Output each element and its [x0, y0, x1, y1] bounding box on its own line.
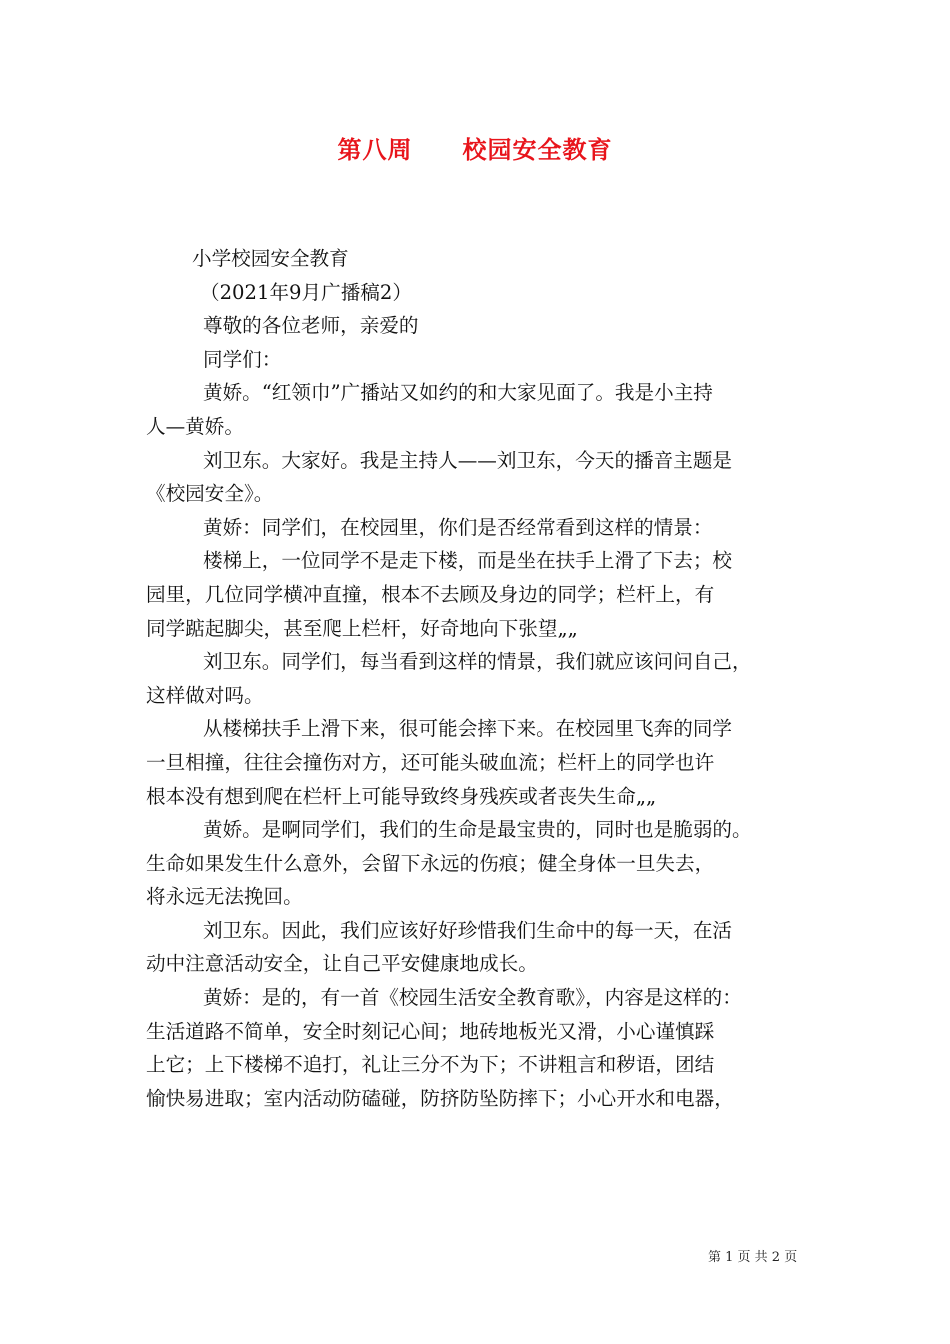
text-line: 将永远无法挽回。: [146, 885, 303, 909]
text-line: 园里，几位同学横冲直撞，根本不去顾及身边的同学；栏杆上，有: [146, 582, 715, 606]
text-line: 愉快易进取；室内活动防磕碰，防挤防坠防摔下；小心开水和电器，: [146, 1086, 734, 1110]
text-line: 《校园安全》。: [146, 482, 274, 506]
text-line: 动中注意活动安全，让自己平安健康地成长。: [146, 952, 538, 976]
text-line: 同学踮起脚尖，甚至爬上栏杆，好奇地向下张望„„: [146, 616, 578, 640]
text-line: 人—黄娇。: [146, 414, 244, 438]
text-line: 根本没有想到爬在栏杆上可能导致终身残疾或者丧失生命„„: [146, 784, 657, 808]
text-line: 刘卫东。同学们，每当看到这样的情景，我们就应该问问自己，: [203, 650, 752, 674]
page-number-footer: 第 1 页 共 2 页: [708, 1250, 798, 1265]
text-line: 黄娇。“红领巾”广播站又如约的和大家见面了。我是小主持: [203, 381, 713, 405]
text-line: 黄娇：同学们，在校园里，你们是否经常看到这样的情景：: [203, 515, 713, 539]
text-line: 尊敬的各位老师，亲爱的: [203, 314, 419, 338]
text-line: 同学们：: [203, 347, 282, 371]
text-line: 黄娇。是啊同学们，我们的生命是最宝贵的，同时也是脆弱的。: [203, 818, 752, 842]
text-line: 生活道路不简单，安全时刻记心间；地砖地板光又滑，小心谨慎踩: [146, 1019, 715, 1043]
text-line: 刘卫东。因此，我们应该好好珍惜我们生命中的每一天，在活: [203, 918, 733, 942]
text-line: 从楼梯扶手上滑下来，很可能会摔下来。在校园里飞奔的同学: [203, 717, 733, 741]
document-title: 第八周 校园安全教育: [337, 136, 613, 164]
text-line: 黄娇：是的，有一首《校园生活安全教育歌》，内容是这样的：: [203, 986, 742, 1010]
text-line: 生命如果发生什么意外，会留下永远的伤痕；健全身体一旦失去，: [146, 851, 715, 875]
text-line: 上它；上下楼梯不追打，礼让三分不为下；不讲粗言和秽语，团结: [146, 1053, 715, 1077]
text-line: 刘卫东。大家好。我是主持人——刘卫东，今天的播音主题是: [203, 448, 733, 472]
text-line-subtitle: 小学校园安全教育: [192, 247, 349, 270]
document-body: [146, 242, 814, 1115]
text-line: 楼梯上，一位同学不是走下楼，而是坐在扶手上滑了下去；校: [203, 549, 733, 573]
text-line: 这样做对吗。: [146, 683, 264, 707]
text-line-date: （2021年9月广播稿2）: [200, 280, 412, 304]
text-line: 一旦相撞，往往会撞伤对方，还可能头破血流；栏杆上的同学也许: [146, 750, 715, 774]
